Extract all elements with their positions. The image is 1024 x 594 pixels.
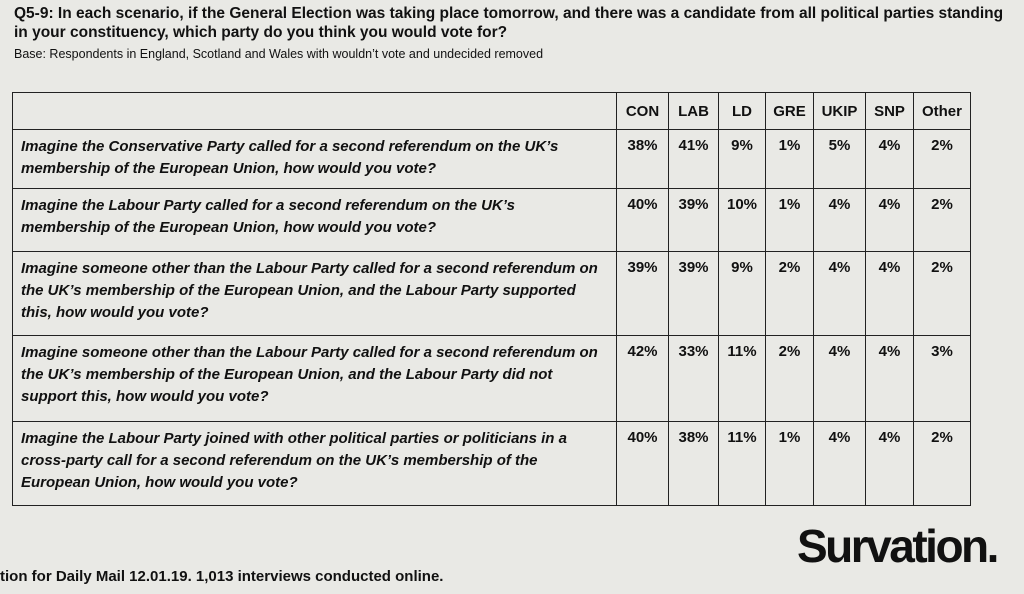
value-cell: 4% — [866, 422, 914, 506]
results-table — [12, 92, 971, 506]
scenario-question: Imagine someone other than the Labour Party called for a second referendum on the UK’s membership of the European Union, and the Labour Party did not support this, how would you vote? — [13, 336, 617, 422]
value-cell: 2% — [914, 189, 971, 252]
value-cell: 11% — [719, 422, 766, 506]
value-cell: 42% — [617, 336, 669, 422]
scenario-question: Imagine the Labour Party called for a second referendum on the UK’s membership of the European Union, how would you vote? — [13, 189, 617, 252]
value-cell: 39% — [669, 189, 719, 252]
value-cell: 1% — [766, 189, 814, 252]
table-row — [13, 130, 971, 189]
value-cell: 40% — [617, 422, 669, 506]
value-cell: 5% — [814, 130, 866, 189]
value-cell: 2% — [766, 252, 814, 336]
value-cell: 38% — [669, 422, 719, 506]
value-cell: 1% — [766, 422, 814, 506]
column-header: GRE — [766, 93, 814, 130]
scenario-question: Imagine the Labour Party joined with other political parties or politicians in a cross-party call for a second referendum on the UK’s membership of the European Union, how would you vote? — [13, 422, 617, 506]
value-cell: 2% — [914, 422, 971, 506]
value-cell: 4% — [814, 252, 866, 336]
column-header: LAB — [669, 93, 719, 130]
question-title: Q5-9: In each scenario, if the General Election was taking place tomorrow, and there was a candidate from all political parties standing in your constituency, which party do you think you would vote for? — [14, 5, 1004, 41]
value-cell: 4% — [814, 336, 866, 422]
column-header: SNP — [866, 93, 914, 130]
value-cell: 40% — [617, 189, 669, 252]
value-cell: 11% — [719, 336, 766, 422]
value-cell: 9% — [719, 252, 766, 336]
value-cell: 9% — [719, 130, 766, 189]
value-cell: 2% — [914, 130, 971, 189]
header-row — [13, 93, 971, 130]
value-cell: 38% — [617, 130, 669, 189]
value-cell: 41% — [669, 130, 719, 189]
value-cell: 39% — [669, 252, 719, 336]
source-footer: tion for Daily Mail 12.01.19. 1,013 interviews conducted online. — [0, 568, 444, 585]
table-row — [13, 252, 971, 336]
value-cell: 4% — [814, 422, 866, 506]
column-header: Other — [914, 93, 971, 130]
value-cell: 4% — [814, 189, 866, 252]
scenario-question: Imagine someone other than the Labour Party called for a second referendum on the UK’s membership of the European Union, and the Labour Party supported this, how would you vote? — [13, 252, 617, 336]
scenario-question: Imagine the Conservative Party called for a second referendum on the UK’s membership of the European Union, how would you vote? — [13, 130, 617, 189]
column-header: LD — [719, 93, 766, 130]
value-cell: 33% — [669, 336, 719, 422]
value-cell: 1% — [766, 130, 814, 189]
value-cell: 4% — [866, 189, 914, 252]
header-blank-cell — [13, 93, 617, 130]
table-row — [13, 336, 971, 422]
column-header: UKIP — [814, 93, 866, 130]
survation-logo: Survation. — [797, 520, 997, 572]
value-cell: 2% — [914, 252, 971, 336]
column-header: CON — [617, 93, 669, 130]
value-cell: 3% — [914, 336, 971, 422]
base-note: Base: Respondents in England, Scotland and Wales with wouldn’t vote and undecided removed — [14, 47, 544, 61]
table-row — [13, 189, 971, 252]
value-cell: 39% — [617, 252, 669, 336]
value-cell: 10% — [719, 189, 766, 252]
value-cell: 4% — [866, 336, 914, 422]
value-cell: 2% — [766, 336, 814, 422]
value-cell: 4% — [866, 252, 914, 336]
table-row — [13, 422, 971, 506]
value-cell: 4% — [866, 130, 914, 189]
